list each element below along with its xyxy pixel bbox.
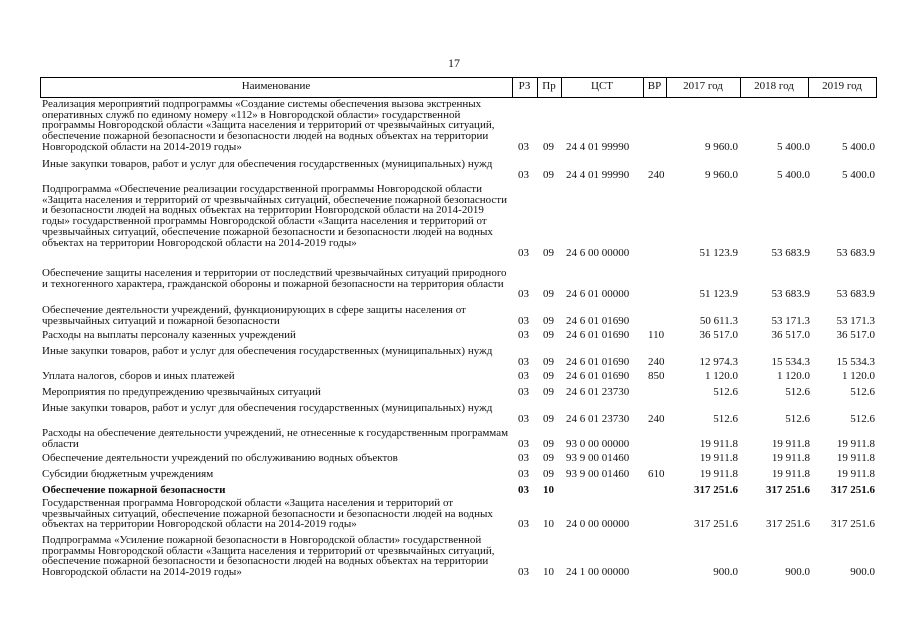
row-cst: 24 6 01 23730 bbox=[566, 413, 630, 425]
row-cst: 24 6 01 01690 bbox=[566, 356, 630, 368]
row-name: Обеспечение деятельности учреждений, функционирующих в сфере защиты населения от чрезвычайных ситуаций и пожарной безопасности bbox=[42, 304, 466, 327]
row-rz: 03 bbox=[518, 484, 529, 496]
header-rz: РЗ bbox=[518, 80, 531, 92]
row-2017: 51 123.9 bbox=[699, 247, 738, 259]
row-rz: 03 bbox=[518, 518, 529, 530]
row-2018: 1 120.0 bbox=[777, 370, 810, 382]
header-name: Наименование bbox=[241, 80, 311, 92]
row-rz: 03 bbox=[518, 329, 529, 341]
row-2019: 512.6 bbox=[850, 413, 875, 425]
page-number: 17 bbox=[448, 56, 460, 70]
row-pr: 09 bbox=[543, 315, 554, 327]
row-pr: 09 bbox=[543, 329, 554, 341]
row-name: Мероприятия по предупреждению чрезвычайных ситуаций bbox=[42, 386, 321, 398]
row-rz: 03 bbox=[518, 438, 529, 450]
row-2017: 12 974.3 bbox=[699, 356, 738, 368]
row-vr: 240 bbox=[648, 169, 665, 181]
row-2019: 1 120.0 bbox=[842, 370, 875, 382]
row-pr: 09 bbox=[543, 169, 554, 181]
row-name: Расходы на выплаты персоналу казенных учреждений bbox=[42, 329, 296, 341]
row-rz: 03 bbox=[518, 566, 529, 578]
row-pr: 09 bbox=[543, 452, 554, 464]
row-2018: 5 400.0 bbox=[777, 169, 810, 181]
row-cst: 93 0 00 00000 bbox=[566, 438, 630, 450]
header-cst: ЦСТ bbox=[591, 80, 613, 92]
row-cst: 24 6 01 01690 bbox=[566, 315, 630, 327]
row-rz: 03 bbox=[518, 315, 529, 327]
row-2018: 512.6 bbox=[785, 413, 810, 425]
row-pr: 09 bbox=[543, 288, 554, 300]
row-2019: 900.0 bbox=[850, 566, 875, 578]
row-vr: 240 bbox=[648, 413, 665, 425]
row-2017: 19 911.8 bbox=[699, 438, 738, 450]
row-vr: 850 bbox=[648, 370, 665, 382]
row-2018: 512.6 bbox=[785, 386, 810, 398]
row-2018: 317 251.6 bbox=[766, 518, 810, 530]
row-2018: 53 683.9 bbox=[771, 247, 810, 259]
header-pr: Пр bbox=[542, 80, 556, 92]
header-2018: 2018 год bbox=[754, 80, 794, 92]
row-name: Иные закупки товаров, работ и услуг для обеспечения государственных (муниципальных) нужд bbox=[42, 345, 493, 357]
row-name: Государственная программа Новгородской области «Защита населения и территорий от чрезвычайных ситуаций, обеспечение пожарной безопасности и безопасности людей на водных объектах на территории Новгородской области на 2014-2019 годы» bbox=[42, 497, 493, 531]
row-name: Обеспечение пожарной безопасности bbox=[42, 484, 226, 496]
row-2019: 512.6 bbox=[850, 386, 875, 398]
row-2017: 19 911.8 bbox=[699, 468, 738, 480]
row-2017: 512.6 bbox=[713, 413, 738, 425]
row-pr: 09 bbox=[543, 141, 554, 153]
row-2018: 19 911.8 bbox=[771, 452, 810, 464]
row-cst: 24 4 01 99990 bbox=[566, 141, 630, 153]
row-2018: 317 251.6 bbox=[766, 484, 810, 496]
row-2019: 317 251.6 bbox=[831, 518, 875, 530]
row-pr: 10 bbox=[543, 518, 554, 530]
row-name: Иные закупки товаров, работ и услуг для обеспечения государственных (муниципальных) нужд bbox=[42, 158, 493, 170]
row-2017: 51 123.9 bbox=[699, 288, 738, 300]
row-pr: 09 bbox=[543, 413, 554, 425]
row-cst: 24 4 01 99990 bbox=[566, 169, 630, 181]
row-name: Субсидии бюджетным учреждениям bbox=[42, 468, 214, 480]
row-pr: 09 bbox=[543, 370, 554, 382]
row-2018: 36 517.0 bbox=[771, 329, 810, 341]
row-2018: 53 171.3 bbox=[771, 315, 810, 327]
row-2019: 53 683.9 bbox=[836, 288, 875, 300]
row-2019: 15 534.3 bbox=[836, 356, 875, 368]
row-2019: 53 171.3 bbox=[836, 315, 875, 327]
row-rz: 03 bbox=[518, 452, 529, 464]
row-pr: 09 bbox=[543, 247, 554, 259]
row-rz: 03 bbox=[518, 288, 529, 300]
row-2019: 36 517.0 bbox=[836, 329, 875, 341]
row-name: Подпрограмма «Усиление пожарной безопасности в Новгородской области» государственной программы Новгородской области «Защита населения и территорий от чрезвычайных ситуаций, обеспечение пожарной безопасности и безопасности людей на водных объектах на территории Новгородской области на 2014-2019 годы» bbox=[42, 534, 495, 579]
row-2019: 53 683.9 bbox=[836, 247, 875, 259]
row-pr: 10 bbox=[543, 484, 554, 496]
row-rz: 03 bbox=[518, 141, 529, 153]
row-name: Подпрограмма «Обеспечение реализации государственной программы Новгородской области «Защита населения и территорий от чрезвычайных ситуаций, обеспечение пожарной безопасности и безопасности людей на водных объектах на территории Новгородской области на 2014-2019 годы» государственной программы Новгородской области «Защита населения и территорий от чрезвычайных ситуаций, обеспечение пожарной безопасности и безопасности людей на водных объектах на территории Новгородской области на 2014-2019 годы» bbox=[42, 183, 507, 249]
row-pr: 10 bbox=[543, 566, 554, 578]
row-2018: 53 683.9 bbox=[771, 288, 810, 300]
row-cst: 93 9 00 01460 bbox=[566, 452, 630, 464]
row-2018: 19 911.8 bbox=[771, 438, 810, 450]
row-rz: 03 bbox=[518, 370, 529, 382]
row-cst: 93 9 00 01460 bbox=[566, 468, 630, 480]
row-rz: 03 bbox=[518, 386, 529, 398]
row-2017: 36 517.0 bbox=[699, 329, 738, 341]
row-name: Расходы на обеспечение деятельности учреждений, не отнесенные к государственным программам области bbox=[42, 427, 509, 450]
row-rz: 03 bbox=[518, 247, 529, 259]
row-2018: 900.0 bbox=[785, 566, 810, 578]
row-2018: 5 400.0 bbox=[777, 141, 810, 153]
row-vr: 110 bbox=[648, 329, 665, 341]
row-2019: 19 911.8 bbox=[836, 438, 875, 450]
row-name: Иные закупки товаров, работ и услуг для обеспечения государственных (муниципальных) нужд bbox=[42, 402, 493, 414]
row-2017: 9 960.0 bbox=[705, 169, 738, 181]
row-2019: 19 911.8 bbox=[836, 452, 875, 464]
row-2019: 5 400.0 bbox=[842, 141, 875, 153]
row-cst: 24 6 01 00000 bbox=[566, 288, 630, 300]
row-2017: 1 120.0 bbox=[705, 370, 738, 382]
row-rz: 03 bbox=[518, 468, 529, 480]
row-rz: 03 bbox=[518, 413, 529, 425]
row-name: Обеспечение деятельности учреждений по обслуживанию водных объектов bbox=[42, 452, 398, 464]
header-2017: 2017 год bbox=[683, 80, 723, 92]
row-vr: 240 bbox=[648, 356, 665, 368]
row-pr: 09 bbox=[543, 468, 554, 480]
row-cst: 24 1 00 00000 bbox=[566, 566, 630, 578]
row-2017: 50 611.3 bbox=[699, 315, 738, 327]
row-cst: 24 6 00 00000 bbox=[566, 247, 630, 259]
row-2017: 317 251.6 bbox=[694, 518, 738, 530]
row-pr: 09 bbox=[543, 438, 554, 450]
row-pr: 09 bbox=[543, 356, 554, 368]
row-2017: 19 911.8 bbox=[699, 452, 738, 464]
row-cst: 24 6 01 01690 bbox=[566, 329, 630, 341]
row-2019: 19 911.8 bbox=[836, 468, 875, 480]
header-2019: 2019 год bbox=[822, 80, 862, 92]
row-pr: 09 bbox=[543, 386, 554, 398]
row-rz: 03 bbox=[518, 356, 529, 368]
row-2017: 900.0 bbox=[713, 566, 738, 578]
row-cst: 24 0 00 00000 bbox=[566, 518, 630, 530]
row-2017: 9 960.0 bbox=[705, 141, 738, 153]
row-2017: 512.6 bbox=[713, 386, 738, 398]
row-2017: 317 251.6 bbox=[694, 484, 738, 496]
header-divider bbox=[876, 77, 877, 98]
row-vr: 610 bbox=[648, 468, 665, 480]
row-2018: 15 534.3 bbox=[771, 356, 810, 368]
row-2019: 317 251.6 bbox=[831, 484, 875, 496]
row-name: Реализация мероприятий подпрограммы «Создание системы обеспечения вызова экстренных оперативных служб по единому номеру «112» в Новгородской области» государственной программы Новгородской области «Защита населения и территорий от чрезвычайных ситуаций, обеспечение пожарной безопасности и безопасности людей на водных объектах на территории Новгородской области на 2014-2019 годы» bbox=[42, 98, 495, 153]
row-cst: 24 6 01 23730 bbox=[566, 386, 630, 398]
row-name: Уплата налогов, сборов и иных платежей bbox=[42, 370, 235, 382]
row-cst: 24 6 01 01690 bbox=[566, 370, 630, 382]
row-name: Обеспечение защиты населения и территории от последствий чрезвычайных ситуаций природного и техногенного характера, гражданской обороны и пожарной безопасности на территория области bbox=[42, 267, 507, 290]
header-vr: ВР bbox=[647, 80, 662, 92]
row-rz: 03 bbox=[518, 169, 529, 181]
row-2019: 5 400.0 bbox=[842, 169, 875, 181]
row-2018: 19 911.8 bbox=[771, 468, 810, 480]
